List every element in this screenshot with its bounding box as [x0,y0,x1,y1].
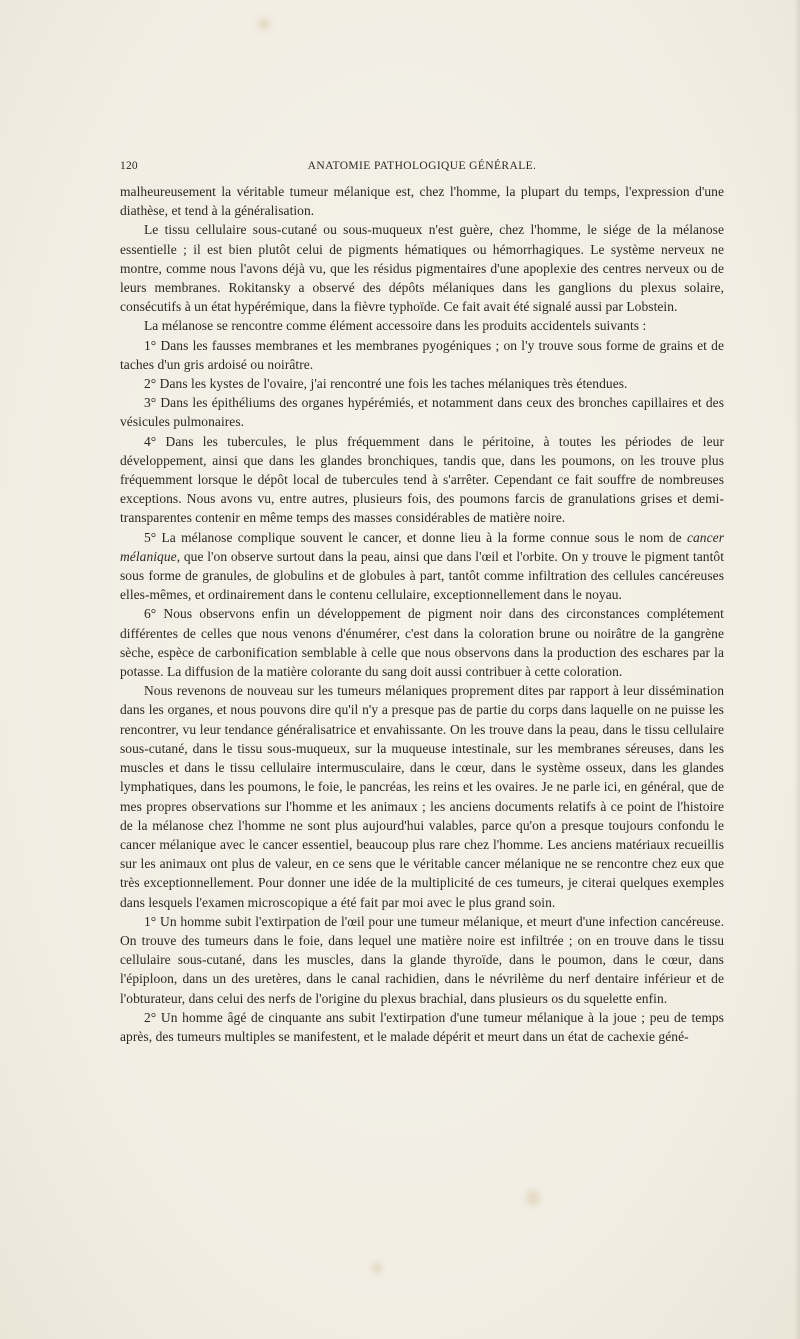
list-item-paragraph: 2° Un homme âgé de cinquante ans subit l'extirpation d'une tumeur mélanique à la joue ; peu de temps après, des tumeurs multiples se manifestent, et le malade dépérit et meurt dans un état de cachexie géné- [120,1009,724,1044]
paragraph-text: , que l'on observe surtout dans la peau, ainsi que dans l'œil et l'orbite. On y trouve le pigment tantôt sous forme de granules, de globulins et de globules à part, tantôt comme infiltration des cellules cancéreuses elles-mêmes, et ordinairement dans le contenu cellulaire, exceptionnellement dans le noyau. [120,548,724,603]
page-edge-shadow [794,0,800,1339]
list-item-paragraph [120,528,724,605]
paragraph: malheureusement la véritable tumeur mélanique est, chez l'homme, la plupart du temps, l'expression d'une diathèse, et tend à la généralisation. [120,184,724,219]
paper-stain [258,18,270,30]
list-item-paragraph: 2° Dans les kystes de l'ovaire, j'ai rencontré une fois les taches mélaniques très étendues. [144,376,628,392]
list-item-paragraph: 1° Dans les fausses membranes et les membranes pyogéniques ; on l'y trouve sous forme de grains et de taches d'un gris ardoisé ou noirâtre. [120,337,724,372]
list-item-paragraph: 3° Dans les épithéliums des organes hypérémiés, et notamment dans ceux des bronches capillaires et des vésicules pulmonaires. [120,395,724,430]
running-title: ANATOMIE PATHOLOGIQUE GÉNÉRALE. [307,160,537,172]
paper-stain [372,1262,382,1274]
list-item-paragraph: 1° Un homme subit l'extirpation de l'œil pour une tumeur mélanique, et meurt d'une infection cancéreuse. On trouve des tumeurs dans le foie, dans lequel une matière noire est infiltrée ; on en trouve dans le tissu cellulaire sous-cutané, dans les muscles, dans la glande thyroïde, dans le poumon, dans le cœur, dans l'épiploon, dans un des uretères, dans le canal rachidien, dans le névrilème du nerf dentaire inférieur et de l'obturateur, dans celui des nerfs de l'origine du plexus brachial, dans plusieurs os du squelette enfin. [120,913,724,1006]
list-item-paragraph: 4° Dans les tubercules, le plus fréquemment dans le péritoine, à toutes les périodes de leur développement, ainsi que dans les glandes bronchiques, tandis que, dans les poumons, on les trouve plus fréquemment lorsque le dépôt local de tubercules tend à s'arrêter. Cependant ce fait souffre de nombreuses exceptions. Nous avons vu, entre autres, plusieurs fois, des poumons farcis de granulations grises et demi-transparentes contenir en même temps des masses considérables de matière noire. [120,433,724,526]
paragraph: La mélanose se rencontre comme élément accessoire dans les produits accidentels suivants : [144,318,647,334]
text-block [120,158,724,1046]
page-number: 120 [120,160,138,172]
list-item-paragraph: 6° Nous observons enfin un développement de pigment noir dans des circonstances complétement différentes de celles que nous venons d'énumérer, c'est dans la coloration brune ou noirâtre de la gangrène sèche, espèce de carbonification semblable à celle que nous observons dans la production des eschares par la potasse. La diffusion de la matière colorante du sang doit aussi contribuer à cette coloration. [120,606,724,680]
paragraph: Nous revenons de nouveau sur les tumeurs mélaniques proprement dites par rapport à leur dissémination dans les organes, et nous pouvons dire qu'il n'y a presque pas de partie du corps dans laquelle on ne puisse les rencontrer, vu leur tendance généralisatrice et envahissante. On les trouve dans la peau, dans le tissu cellulaire sous-cutané, dans le tissu sous-muqueux, sur la muqueuse intestinale, sur les membranes séreuses, dans les muscles et dans le tissu cellulaire intermusculaire, dans le cœur, dans le système osseux, dans les glandes lymphatiques, dans les poumons, le foie, le pancréas, les reins et les ovaires. Je ne parle ici, en général, que de mes propres observations sur l'homme et les animaux ; les anciens documents relatifs à ce point de l'histoire de la mélanose chez l'homme ne sont plus aujourd'hui valables, parce qu'on a presque toujours confondu le cancer mélanique avec le cancer essentiel, beaucoup plus rare chez l'homme. Les anciens matériaux recueillis sur les animaux ont plus de valeur, en ce sens que le véritable cancer mélanique ne se rencontre chez eux que très exceptionnellement. Pour donner une idée de la multiplicité de ces tumeurs, je citerai quelques exemples dans lesquels l'examen microscopique a été fait par moi avec le plus grand soin. [120,683,724,910]
paragraph-text: 5° La mélanose complique souvent le cancer, et donne lieu à la forme connue sous le nom de [144,529,687,545]
running-head [120,158,724,178]
italic-term: cancer mélanique [120,529,724,564]
paper-stain [526,1190,540,1206]
paragraph: Le tissu cellulaire sous-cutané ou sous-muqueux n'est guère, chez l'homme, le siége de la mélanose essentielle ; il est bien plutôt celui de pigments hématiques ou hémorrhagiques. Le système nerveux ne montre, comme nous l'avons déjà vu, que les résidus pigmentaires d'une apoplexie des centres nerveux ou de leurs membranes. Rokitansky a observé des dépôts mélaniques dans les ganglions du plexus solaire, consécutifs à un état hypérémique, dans la fièvre typhoïde. Ce fait avait été signalé aussi par Lobstein. [120,222,724,315]
